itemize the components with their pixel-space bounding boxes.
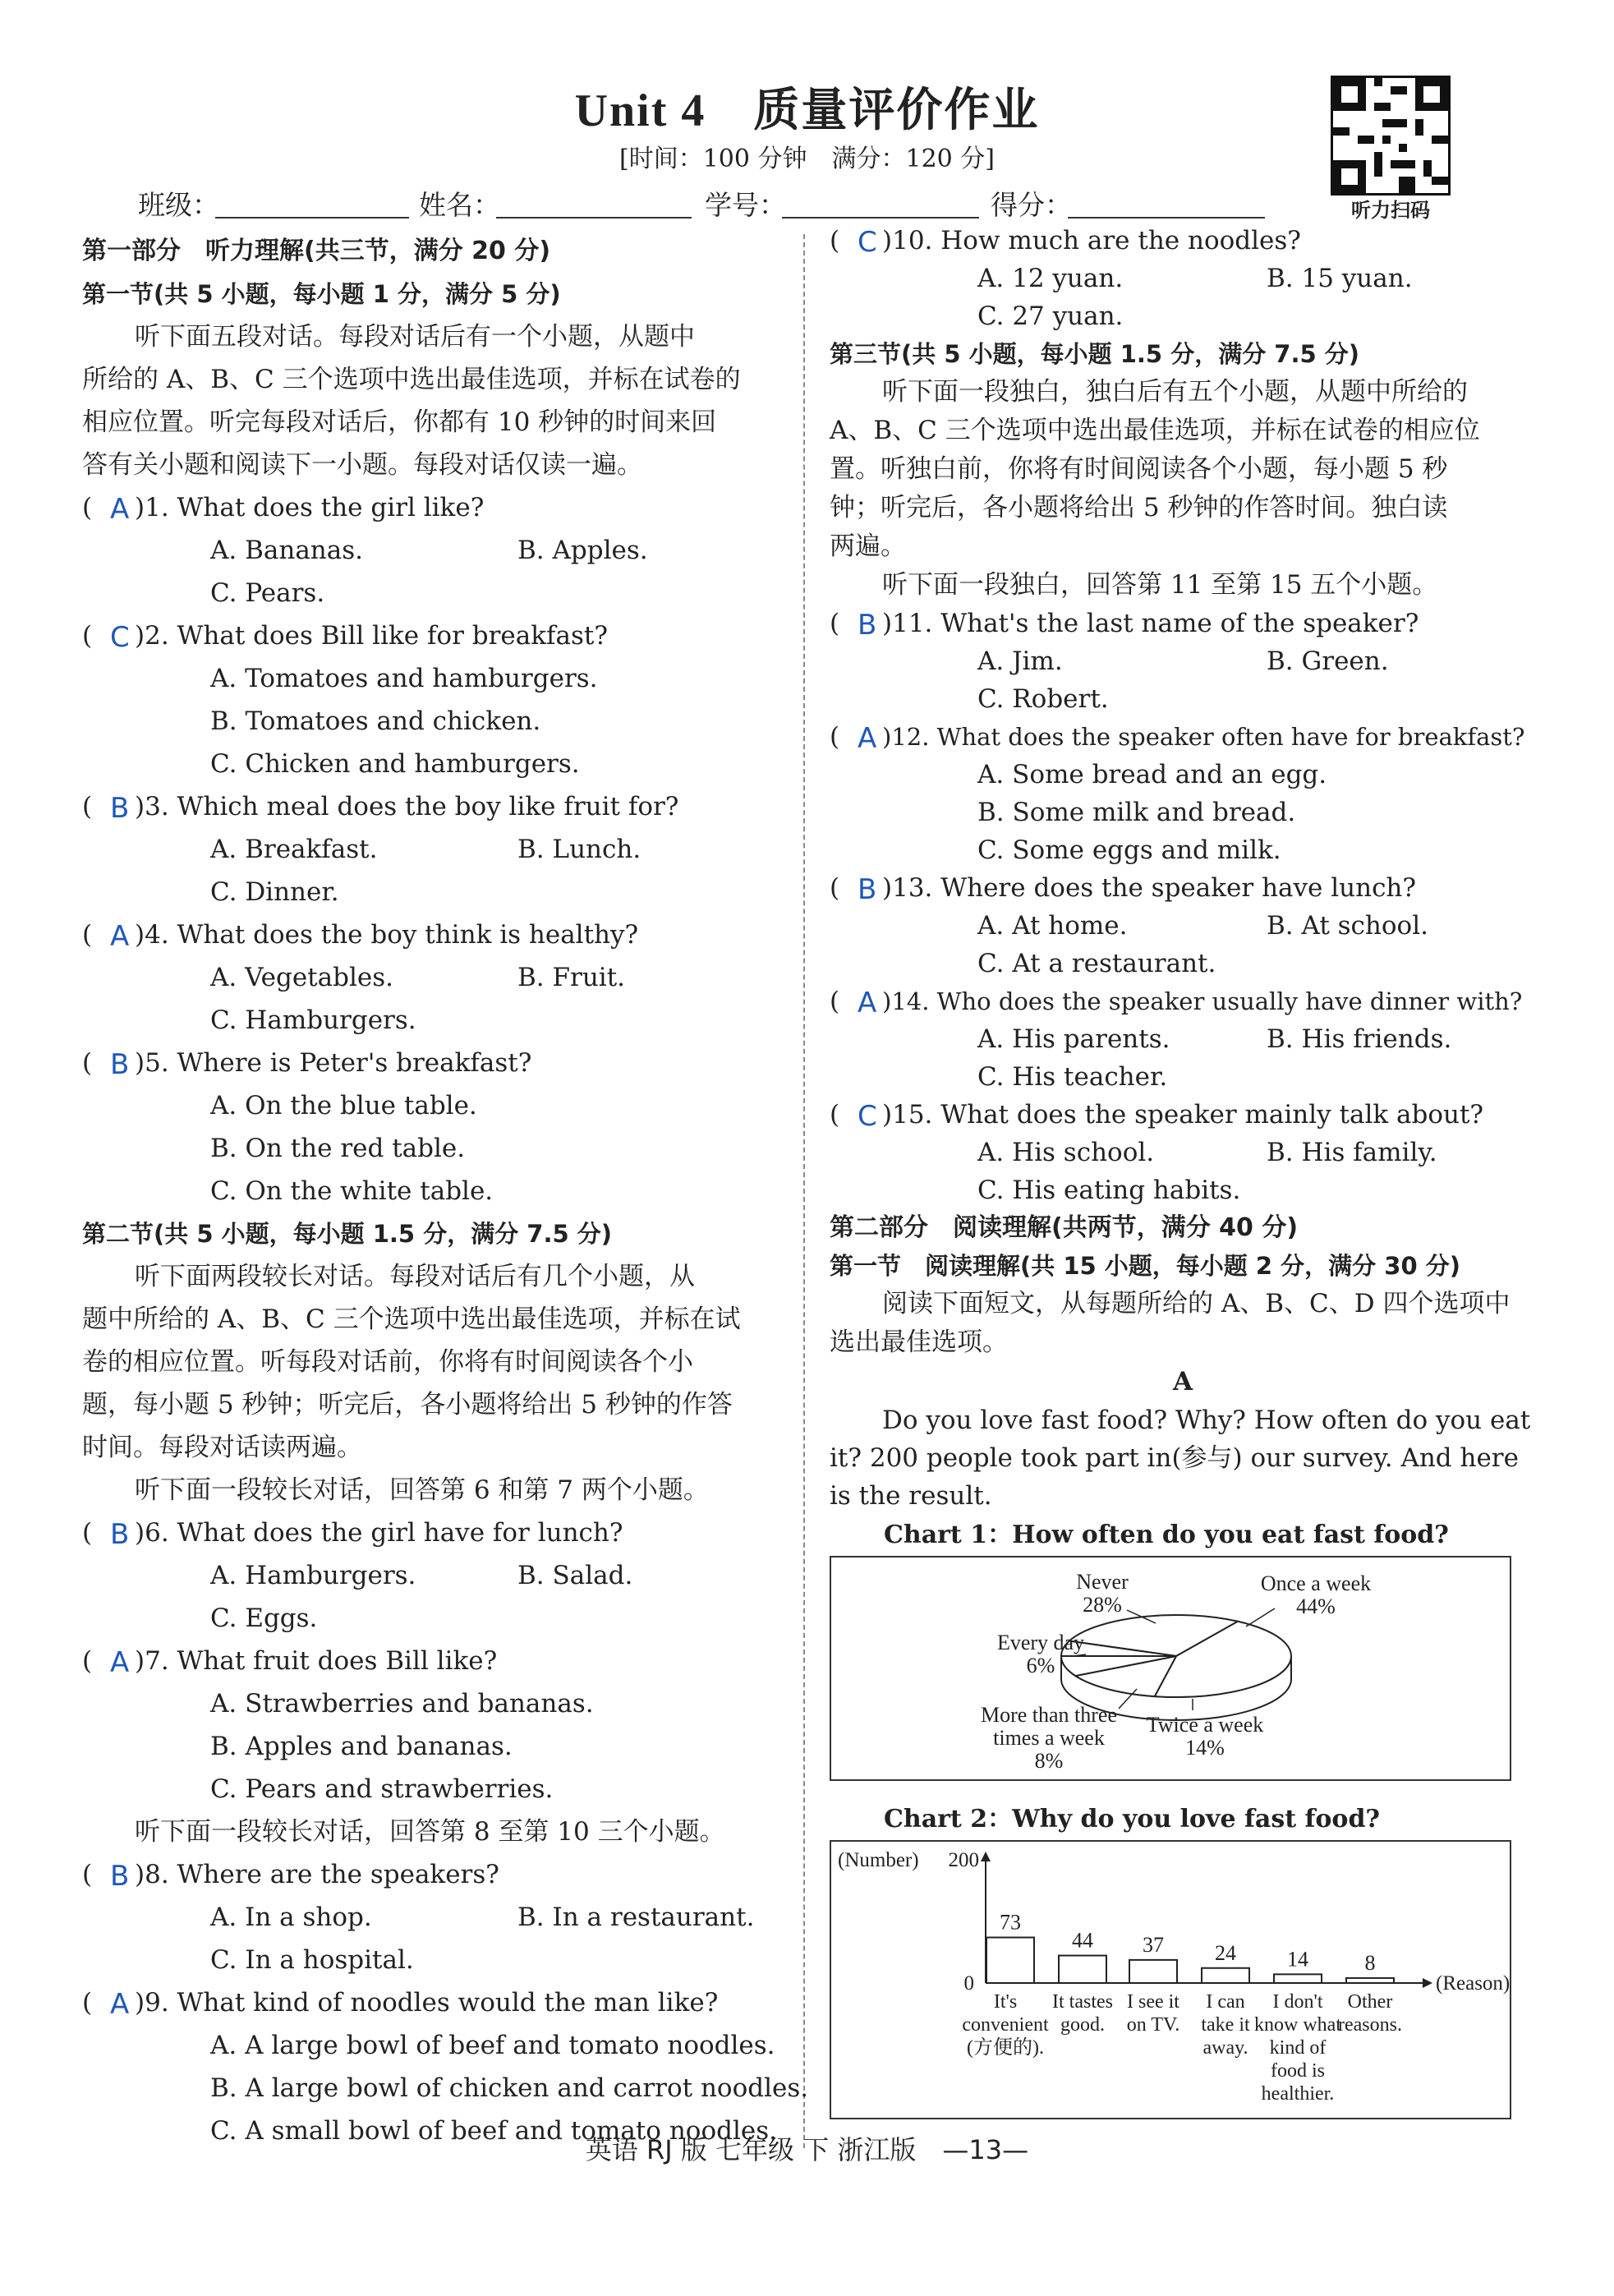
category-label-4: I don't	[1272, 1991, 1323, 2013]
qr-label: 听力扫码	[1351, 199, 1430, 222]
y-axis-tick-zero: 0	[963, 1972, 974, 1995]
option-b[interactable]: B. Fruit.	[517, 963, 626, 992]
category-label-1: good.	[1060, 2014, 1105, 2036]
option-b[interactable]: B. His family.	[1267, 1138, 1437, 1167]
y-axis-arrow	[981, 1852, 991, 1861]
answer-12[interactable]: A	[858, 722, 877, 755]
bar-chart	[831, 1842, 1510, 2118]
question-text: )2. What does Bill like for breakfast?	[135, 621, 608, 651]
page-title: Unit 4 质量评价作业	[574, 85, 1040, 136]
category-label-4: know what	[1254, 2014, 1341, 2036]
category-label-0: convenient	[962, 2014, 1049, 2036]
category-label-2: on TV.	[1126, 2014, 1180, 2036]
option-c[interactable]: C. His eating habits.	[977, 1176, 1241, 1205]
option-b[interactable]: B. 15 yuan.	[1267, 264, 1413, 293]
bar-value-2: 37	[1143, 1932, 1164, 1957]
option-c[interactable]: C. At a restaurant.	[977, 949, 1216, 978]
option-a[interactable]: A. Bananas.	[210, 536, 364, 565]
pie-value-more-than-three: 8%	[1034, 1749, 1064, 1773]
question-9: ( A )9. What kind of noodles would the man like?	[82, 1981, 789, 2024]
sec2-title: 第二节(共 5 小题，每小题 1.5 分，满分 7.5 分)	[82, 1220, 613, 1248]
question-text: )4. What does the boy think is healthy?	[135, 920, 639, 950]
question-13: ( B )13. Where does the speaker have lunch?	[830, 869, 1536, 907]
option-a[interactable]: A. Some bread and an egg.	[977, 760, 1327, 789]
question-text: )9. What kind of noodles would the man like?	[135, 1988, 719, 2018]
sec1-title: 第一节(共 5 小题，每小题 1 分，满分 5 分)	[82, 280, 561, 308]
option-c[interactable]: C. Pears.	[210, 578, 325, 608]
question-text: )13. Where does the speaker have lunch?	[882, 873, 1417, 903]
answer-7[interactable]: A	[110, 1646, 130, 1679]
bar-3	[1202, 1968, 1249, 1983]
option-c[interactable]: C. His teacher.	[977, 1062, 1168, 1092]
text-line: is the result.	[830, 1481, 992, 1511]
option-a[interactable]: A. His parents.	[977, 1024, 1170, 1054]
score-field[interactable]	[1068, 217, 1265, 219]
question-text: )8. Where are the speakers?	[135, 1860, 499, 1889]
qr-code-icon	[1333, 78, 1448, 193]
column-divider	[803, 234, 805, 2148]
option-a[interactable]: A. A large bowl of beef and tomato noodles.	[210, 2031, 775, 2060]
option-a[interactable]: A. Jim.	[977, 646, 1063, 676]
option-a[interactable]: A. Tomatoes and hamburgers.	[210, 664, 598, 693]
passage-label: A	[1172, 1367, 1193, 1396]
question-text: )5. Where is Peter's breakfast?	[135, 1048, 532, 1078]
pie-leader-once	[1246, 1608, 1275, 1627]
text-line: A、B、C 三个选项中选出最佳选项，并标在试卷的相应位	[830, 416, 1480, 445]
answer-11[interactable]: B	[858, 609, 877, 642]
question-text: )3. Which meal does the boy like fruit for?	[135, 792, 679, 821]
option-a[interactable]: A. In a shop.	[210, 1903, 372, 1932]
sec2-instructions	[82, 1255, 789, 1511]
option-b[interactable]: B. Salad.	[517, 1561, 633, 1590]
pie-value-every-day: 6%	[1026, 1654, 1055, 1677]
question-text: )14. Who does the speaker usually have dinner with?	[882, 987, 1523, 1015]
text-line: 时间。每段对话读两遍。	[82, 1433, 362, 1462]
option-c[interactable]: C. Hamburgers.	[210, 1005, 416, 1035]
option-b[interactable]: B. Green.	[1267, 646, 1389, 676]
time-limit: [时间：100 分钟 满分：120 分]	[618, 145, 995, 173]
bar-0	[986, 1938, 1034, 1983]
pie-label-every-day: Every day	[996, 1631, 1085, 1654]
category-label-0: (方便的).	[967, 2037, 1044, 2059]
question-3: ( B )3. Which meal does the boy like fruit for?	[82, 785, 789, 828]
text-line: 阅读下面短文，从每题所给的 A、B、C、D 四个选项中	[882, 1289, 1511, 1318]
option-c[interactable]: C. Dinner.	[210, 877, 339, 907]
category-label-4: kind of	[1269, 2037, 1327, 2059]
option-c[interactable]: C. Some eggs and milk.	[977, 835, 1281, 865]
bar-1	[1059, 1956, 1106, 1983]
option-b[interactable]: B. At school.	[1267, 911, 1428, 941]
text-line: 两遍。	[830, 531, 906, 561]
sec3-title: 第三节(共 5 小题，每小题 1.5 分，满分 7.5 分)	[830, 340, 1360, 368]
text-line: 钟；听完后，各小题将给出 5 秒钟的作答时间。独白读	[830, 493, 1448, 522]
chart2-box	[830, 1840, 1511, 2119]
option-b[interactable]: B. Some milk and bread.	[977, 798, 1296, 827]
text-line: 答有关小题和阅读下一小题。每段对话仅读一遍。	[82, 450, 642, 480]
score-label: 得分：	[991, 189, 1072, 221]
text-line: 题，每小题 5 秒钟；听完后，各小题将给出 5 秒钟的作答	[82, 1390, 733, 1419]
part1-title: 第一部分 听力理解(共三节，满分 20 分)	[82, 237, 551, 265]
pie-label-never: Never	[1076, 1570, 1129, 1594]
category-label-3: take it	[1201, 2014, 1250, 2036]
option-b[interactable]: B. A large bowl of chicken and carrot noodles.	[210, 2073, 809, 2103]
answer-6[interactable]: B	[110, 1518, 130, 1551]
sec3-instructions	[830, 373, 1536, 605]
sec2-intro2	[82, 1811, 789, 1853]
question-7: ( A )7. What fruit does Bill like?	[82, 1640, 789, 1682]
question-4: ( A )4. What does the boy think is healthy?	[82, 913, 789, 956]
text-line: it? 200 people took part in(参与) our survey. And here	[830, 1443, 1519, 1473]
option-b[interactable]: B. Apples.	[517, 536, 648, 565]
category-label-2: I see it	[1127, 1991, 1179, 2013]
option-b[interactable]: B. Apples and bananas.	[210, 1732, 513, 1761]
option-a[interactable]: A. On the blue table.	[210, 1091, 477, 1120]
text-line: 置。听独白前，你将有时间阅读各个小题，每小题 5 秒	[830, 454, 1448, 484]
category-label-3: away.	[1202, 2037, 1248, 2059]
text-line: 卷的相应位置。听每段对话前，你将有时间阅读各个小	[82, 1347, 693, 1377]
category-label-4: healthier.	[1261, 2083, 1335, 2105]
number-label: 学号：	[705, 189, 786, 221]
right-column	[830, 222, 1536, 2119]
part2-instructions	[830, 1285, 1536, 1362]
text-line: 所给的 A、B、C 三个选项中选出最佳选项，并标在试卷的	[82, 365, 741, 394]
part2-title: 第二部分 阅读理解(共两节，满分 40 分)	[830, 1213, 1299, 1242]
question-6: ( B )6. What does the girl have for lunch?	[82, 1511, 789, 1554]
text-line: 听下面一段独白，独白后有五个小题，从题中所给的	[882, 377, 1468, 407]
option-a[interactable]: A. Vegetables.	[210, 963, 393, 992]
option-a[interactable]: A. At home.	[977, 911, 1128, 941]
chart1-box	[830, 1556, 1511, 1781]
option-c[interactable]: C. A small bowl of beef and tomato noodles.	[210, 2116, 777, 2146]
answer-1[interactable]: A	[110, 493, 130, 526]
y-axis-tick-top: 200	[948, 1849, 979, 1871]
option-a[interactable]: A. Hamburgers.	[210, 1561, 416, 1590]
pie-value-never: 28%	[1083, 1593, 1122, 1617]
answer-8[interactable]: B	[110, 1860, 130, 1893]
category-label-5: reasons.	[1338, 2014, 1402, 2036]
bar-4	[1274, 1974, 1322, 1983]
question-14: ( A )14. Who does the speaker usually have dinner with?	[830, 982, 1536, 1020]
question-8: ( B )8. Where are the speakers?	[82, 1853, 789, 1896]
option-b[interactable]: B. Lunch.	[517, 835, 641, 864]
pie-chart	[831, 1558, 1510, 1779]
bar-value-3: 24	[1215, 1940, 1236, 1965]
question-10: ( C )10. How much are the noodles?	[830, 222, 1536, 260]
question-text: )15. What does the speaker mainly talk about?	[882, 1100, 1484, 1130]
text-line: 选出最佳选项。	[830, 1327, 1008, 1357]
pie-label-more-than-three: More than three	[980, 1703, 1118, 1727]
passage-a	[830, 1401, 1536, 1515]
class-label: 班级：	[138, 189, 219, 221]
option-c[interactable]: C. On the white table.	[210, 1176, 494, 1206]
option-b[interactable]: B. In a restaurant.	[517, 1903, 755, 1932]
option-a[interactable]: A. Strawberries and bananas.	[210, 1689, 594, 1719]
name-field[interactable]	[496, 217, 692, 219]
pie-label-times-a-week: times a week	[993, 1726, 1105, 1750]
part2-sec1-title: 第一节 阅读理解(共 15 小题，每小题 2 分，满分 30 分)	[830, 1252, 1460, 1280]
category-label-4: food is	[1271, 2060, 1325, 2082]
option-c[interactable]: C. Robert.	[977, 684, 1109, 714]
chart2-title: Chart 2：Why do you love fast food?	[884, 1805, 1380, 1834]
pie-label-twice-a-week: Twice a week	[1146, 1713, 1264, 1737]
option-c[interactable]: C. Pears and strawberries.	[210, 1774, 554, 1804]
bar-value-4: 14	[1287, 1947, 1308, 1972]
bar-2	[1129, 1960, 1177, 1983]
category-label-5: Other	[1347, 1991, 1393, 2013]
answer-3[interactable]: B	[110, 792, 130, 825]
question-2: ( C )2. What does Bill like for breakfast?	[82, 614, 789, 657]
question-text: )6. What does the girl have for lunch?	[135, 1518, 623, 1548]
option-b[interactable]: B. His friends.	[1267, 1024, 1452, 1054]
question-text: )10. How much are the noodles?	[882, 226, 1301, 255]
text-line: 题中所给的 A、B、C 三个选项中选出最佳选项，并标在试	[82, 1304, 741, 1334]
question-11: ( B )11. What's the last name of the speaker?	[830, 605, 1536, 642]
question-text: )12. What does the speaker often have for breakfast?	[882, 723, 1525, 751]
option-a[interactable]: A. His school.	[977, 1138, 1155, 1167]
pie-value-once-a-week: 44%	[1296, 1594, 1336, 1618]
y-axis-label: (Number)	[838, 1849, 919, 1871]
qr-code[interactable]	[1331, 76, 1451, 196]
option-a[interactable]: A. Breakfast.	[210, 835, 378, 864]
sec1-instructions	[82, 315, 789, 486]
name-label: 姓名：	[419, 189, 500, 221]
question-5: ( B )5. Where is Peter's breakfast?	[82, 1042, 789, 1084]
text-line: Do you love fast food? Why? How often do you eat	[882, 1406, 1531, 1435]
text-line: 听下面一段独白，回答第 11 至第 15 五个小题。	[882, 570, 1438, 600]
option-b[interactable]: B. Tomatoes and chicken.	[210, 706, 541, 736]
bar-value-1: 44	[1072, 1928, 1093, 1953]
question-15: ( C )15. What does the speaker mainly talk about?	[830, 1096, 1536, 1134]
text-line: 相应位置。听完每段对话后，你都有 10 秒钟的时间来回	[82, 407, 717, 437]
page-footer: 英语 RJ 版 七年级 下 浙江版 —13—	[585, 2134, 1029, 2165]
answer-5[interactable]: B	[110, 1048, 130, 1081]
question-text: )11. What's the last name of the speaker?	[882, 609, 1419, 638]
answer-13[interactable]: B	[858, 873, 877, 906]
bar-value-5: 8	[1364, 1950, 1376, 1975]
answer-9[interactable]: A	[110, 1988, 130, 2021]
x-axis-label: (Reason)	[1436, 1972, 1510, 1995]
answer-15[interactable]: C	[858, 1100, 877, 1133]
option-c[interactable]: C. Eggs.	[210, 1604, 318, 1633]
category-label-0: It's	[993, 1991, 1018, 2013]
option-a[interactable]: A. 12 yuan.	[977, 264, 1124, 293]
question-text: )1. What does the girl like?	[135, 493, 485, 522]
text-line: 听下面两段较长对话。每段对话后有几个小题，从	[135, 1262, 695, 1291]
bar-5	[1346, 1978, 1394, 1983]
text-line: 听下面五段对话。每段对话后有一个小题，从题中	[135, 322, 695, 352]
answer-10[interactable]: C	[858, 226, 877, 259]
option-c[interactable]: C. 27 yuan.	[977, 301, 1124, 331]
question-1: ( A )1. What does the girl like?	[82, 486, 789, 529]
option-c[interactable]: C. Chicken and hamburgers.	[210, 749, 580, 779]
number-field[interactable]	[782, 217, 979, 219]
chart1-title: Chart 1：How often do you eat fast food?	[884, 1521, 1449, 1549]
text-line: 听下面一段较长对话，回答第 8 至第 10 三个小题。	[135, 1817, 725, 1847]
class-field[interactable]	[215, 217, 409, 219]
answer-4[interactable]: A	[110, 920, 130, 953]
category-label-1: It tastes	[1052, 1991, 1113, 2013]
answer-14[interactable]: A	[858, 987, 877, 1019]
answer-2[interactable]: C	[110, 621, 130, 654]
pie-value-twice-a-week: 14%	[1185, 1736, 1225, 1760]
left-column	[82, 230, 809, 2152]
question-12: ( A )12. What does the speaker often have for breakfast?	[830, 718, 1536, 756]
question-text: )7. What fruit does Bill like?	[135, 1646, 498, 1676]
option-b[interactable]: B. On the red table.	[210, 1134, 466, 1163]
text-line: 听下面一段较长对话，回答第 6 和第 7 两个小题。	[135, 1475, 709, 1505]
pie-label-once-a-week: Once a week	[1260, 1571, 1372, 1595]
option-c[interactable]: C. In a hospital.	[210, 1945, 414, 1975]
bar-value-0: 73	[1000, 1910, 1021, 1935]
category-label-3: I can	[1206, 1991, 1245, 2013]
x-axis-arrow	[1423, 1978, 1432, 1988]
